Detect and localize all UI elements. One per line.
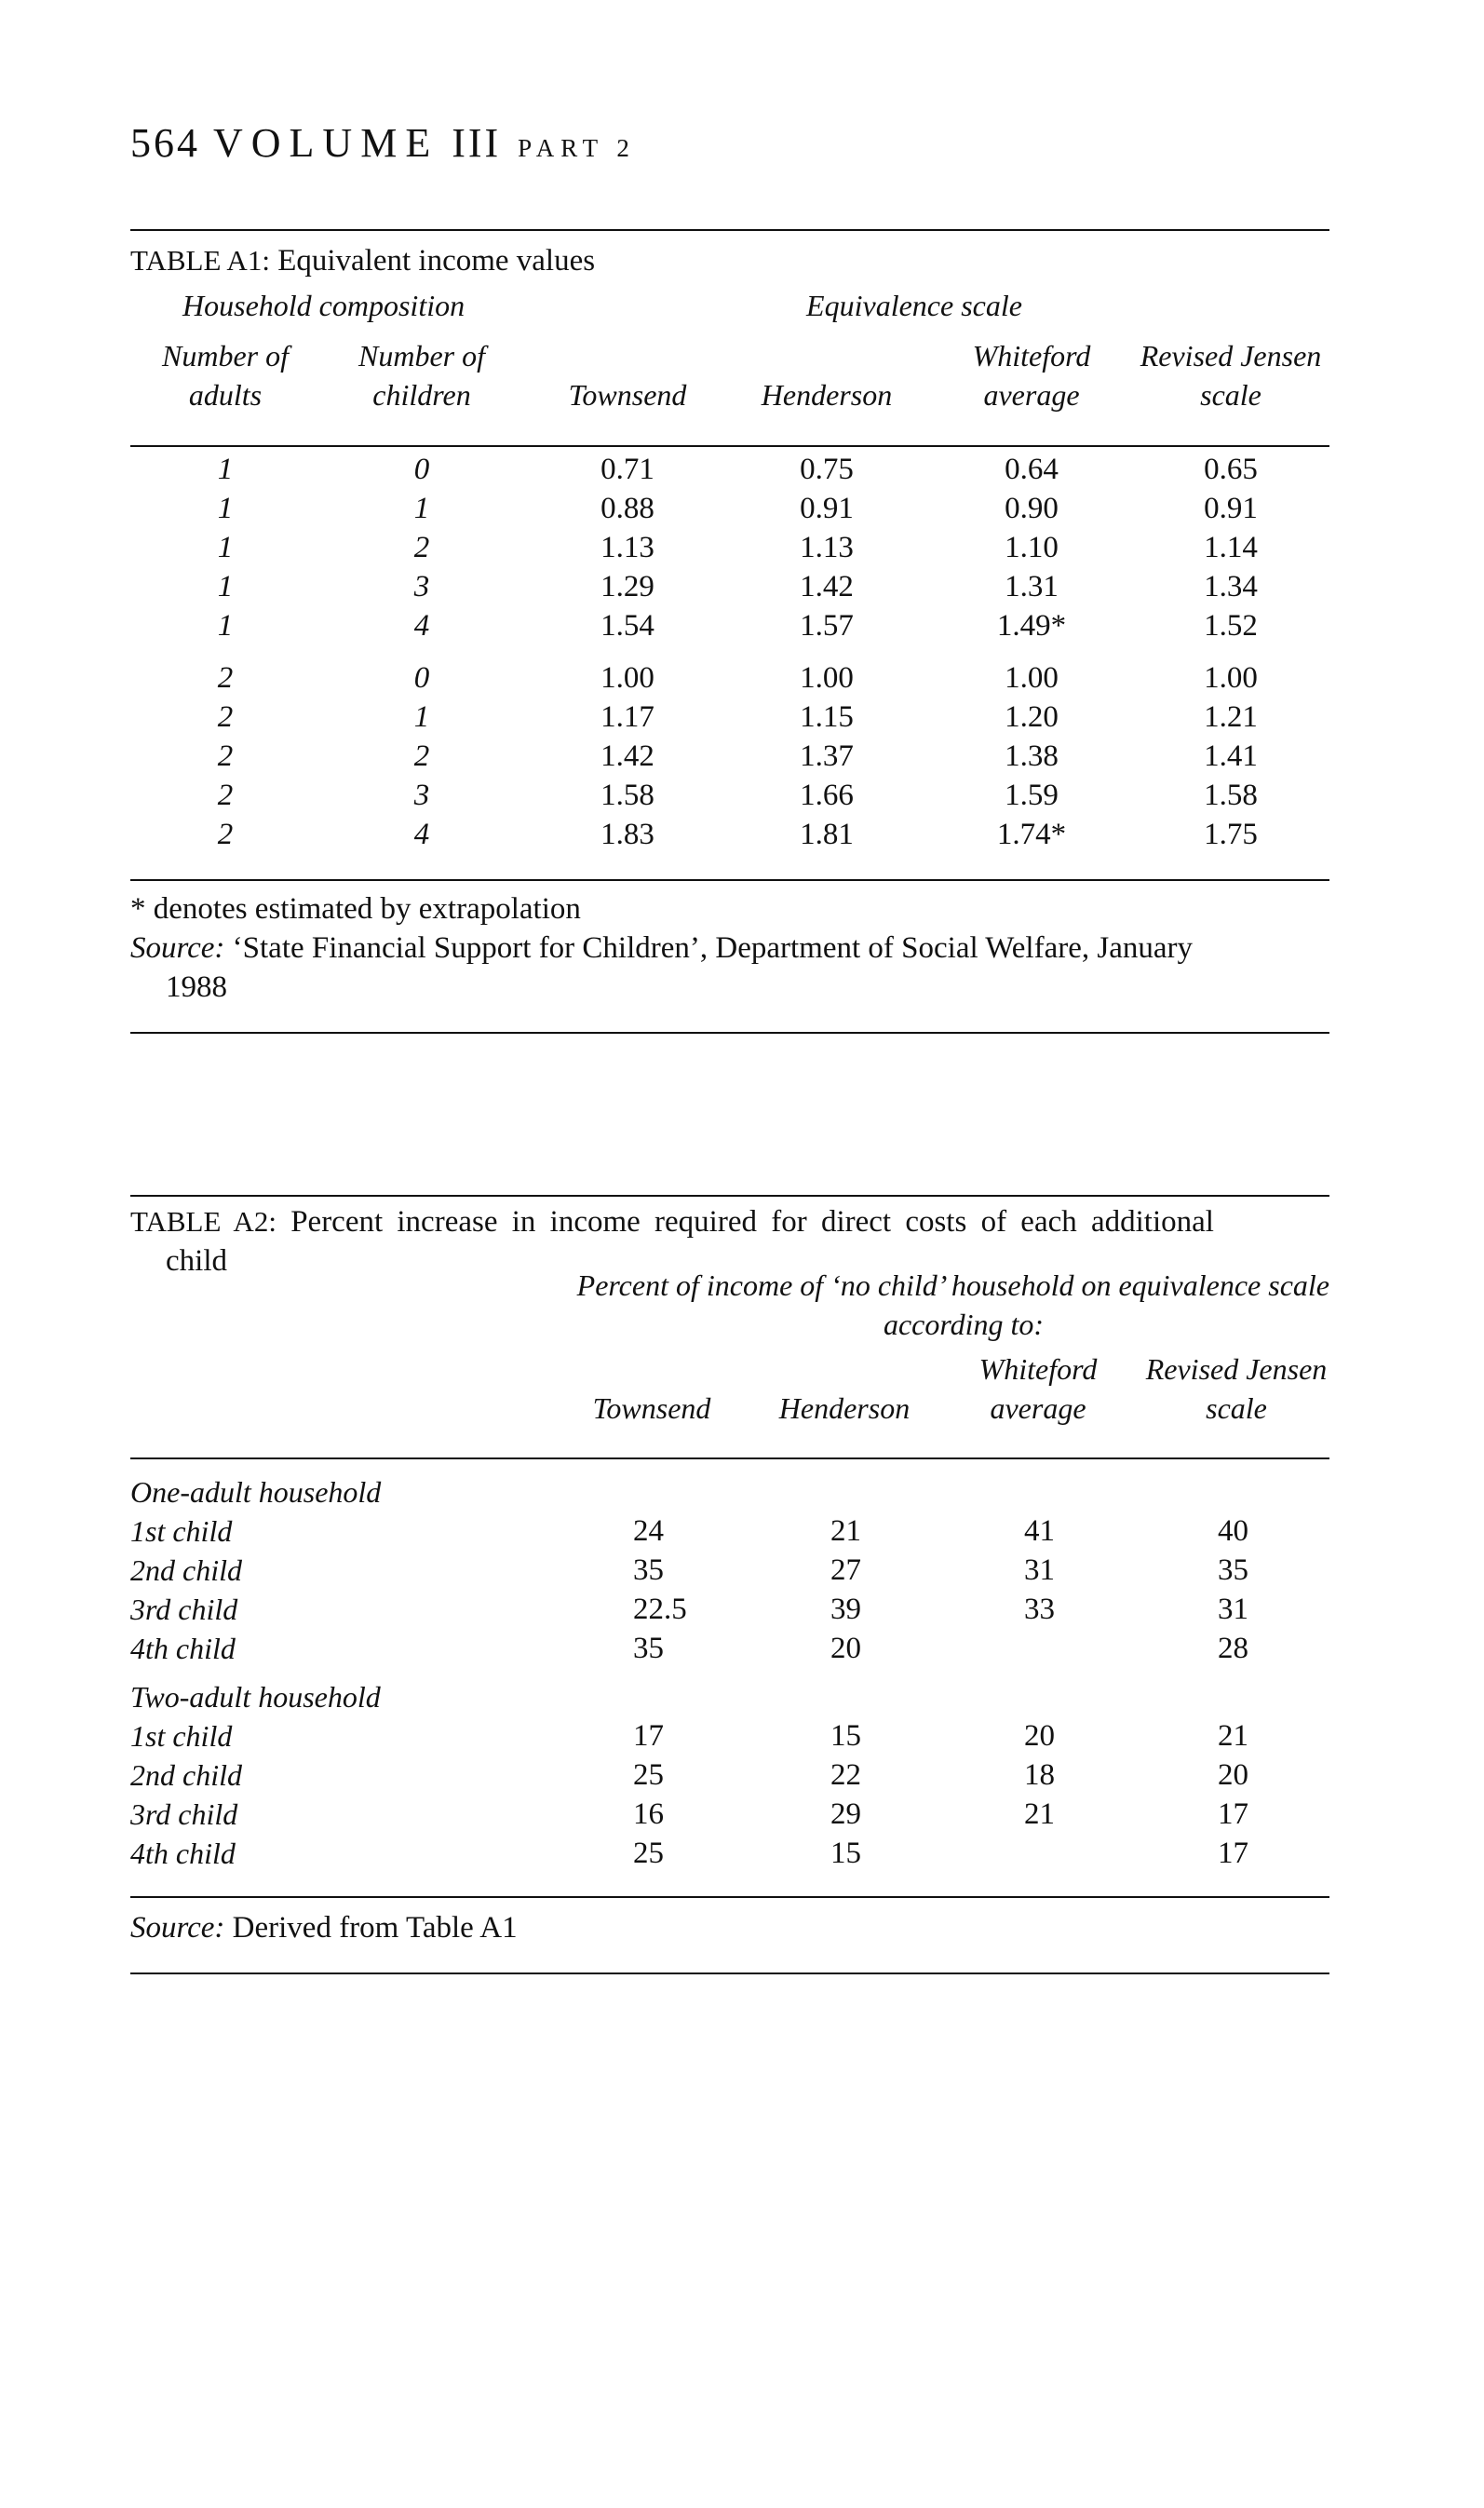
a2-cell-whiteford: 33 bbox=[1024, 1593, 1055, 1626]
a1-cell-jensen: 1.52 bbox=[1204, 609, 1258, 643]
a1-cell-whiteford: 1.38 bbox=[1005, 739, 1059, 773]
a2-cell-townsend: 25 bbox=[633, 1758, 664, 1792]
table-a1-top-rule bbox=[130, 229, 1329, 231]
a1-cell-jensen: 1.21 bbox=[1204, 700, 1258, 734]
a1-cell-whiteford: 1.20 bbox=[1005, 700, 1059, 734]
table-a1-footnote: * denotes estimated by extrapolation bbox=[130, 892, 581, 926]
a1-cell-jensen: 1.58 bbox=[1204, 779, 1258, 812]
a1-cell-children: 3 bbox=[413, 570, 430, 603]
a2-col-header-jensen-2: scale bbox=[1206, 1391, 1267, 1425]
a2-row-label: 2nd child bbox=[130, 1758, 242, 1792]
a2-col-header-whiteford-1: Whiteford bbox=[978, 1352, 1098, 1386]
a1-cell-henderson: 1.00 bbox=[800, 661, 854, 695]
a2-cell-jensen: 40 bbox=[1218, 1514, 1248, 1548]
table-a2-notes-rule bbox=[130, 1973, 1329, 1974]
a2-cell-jensen: 35 bbox=[1218, 1553, 1248, 1587]
a1-cell-jensen: 1.41 bbox=[1204, 739, 1258, 773]
table-a2-top-rule bbox=[130, 1195, 1329, 1197]
a1-cell-children: 0 bbox=[413, 453, 430, 486]
a2-row-label: 4th child bbox=[130, 1632, 236, 1665]
a1-cell-henderson: 1.81 bbox=[800, 818, 854, 851]
a1-cell-children: 2 bbox=[413, 739, 430, 773]
page-header bbox=[130, 119, 636, 167]
a2-col-header-whiteford-2: average bbox=[990, 1391, 1086, 1425]
a2-cell-jensen: 21 bbox=[1218, 1719, 1248, 1753]
a1-cell-townsend: 1.00 bbox=[600, 661, 654, 695]
group-header-according: according to: bbox=[883, 1308, 1045, 1341]
a2-cell-henderson: 39 bbox=[830, 1593, 861, 1626]
a1-cell-henderson: 1.13 bbox=[800, 531, 854, 564]
a1-cell-adults: 2 bbox=[217, 661, 234, 695]
a2-cell-townsend: 35 bbox=[633, 1553, 664, 1587]
a1-cell-whiteford: 0.90 bbox=[1005, 492, 1059, 525]
a2-cell-whiteford: 41 bbox=[1024, 1514, 1055, 1548]
a2-cell-jensen: 31 bbox=[1218, 1593, 1248, 1626]
volume-label: VOLUME bbox=[213, 120, 439, 166]
table-a1-title-text: Equivalent income values bbox=[277, 244, 596, 278]
group-header-scale: Equivalence scale bbox=[806, 289, 1022, 322]
table-a2-source bbox=[130, 1911, 518, 1945]
a2-row-label: 2nd child bbox=[130, 1553, 242, 1587]
a1-cell-adults: 2 bbox=[217, 700, 234, 734]
a1-cell-children: 2 bbox=[413, 531, 430, 564]
col-header-whiteford-1: Whiteford bbox=[972, 339, 1091, 373]
col-header-jensen-1: Revised Jensen bbox=[1140, 339, 1322, 373]
section-one-adult: One-adult household bbox=[130, 1475, 382, 1509]
table-a1-source-text: ‘State Financial Support for Children’, Department of Social Welfare, January bbox=[232, 931, 1194, 965]
table-a1-source-label: Source: bbox=[130, 931, 225, 965]
table-a1-bottom-rule bbox=[130, 879, 1329, 881]
table-a2-title-line1: Percent increase in income required for direct costs of each additional bbox=[290, 1205, 1214, 1239]
table-a2-title-line2: child bbox=[166, 1244, 227, 1278]
a1-cell-adults: 1 bbox=[217, 531, 234, 564]
a2-row-label: 3rd child bbox=[130, 1593, 238, 1626]
a1-cell-whiteford: 1.49* bbox=[996, 609, 1067, 643]
a2-cell-jensen: 17 bbox=[1218, 1797, 1248, 1831]
a1-cell-adults: 1 bbox=[217, 570, 234, 603]
table-a1-label: TABLE A1: bbox=[130, 244, 270, 277]
col-header-whiteford-2: average bbox=[983, 378, 1080, 412]
page-number: 564 bbox=[130, 120, 200, 166]
col-header-townsend: Townsend bbox=[568, 378, 687, 412]
col-header-adults-2: adults bbox=[188, 378, 263, 412]
a2-cell-jensen: 20 bbox=[1218, 1758, 1248, 1792]
a2-cell-townsend: 16 bbox=[633, 1797, 664, 1831]
a1-cell-children: 4 bbox=[413, 818, 430, 851]
table-a2-bottom-rule bbox=[130, 1896, 1329, 1898]
a1-cell-henderson: 1.57 bbox=[800, 609, 854, 643]
a1-cell-jensen: 1.00 bbox=[1204, 661, 1258, 695]
a1-cell-children: 1 bbox=[413, 492, 430, 525]
a1-cell-townsend: 1.29 bbox=[600, 570, 654, 603]
a1-cell-adults: 1 bbox=[217, 492, 234, 525]
table-a1-source bbox=[130, 931, 1193, 966]
a1-cell-henderson: 1.15 bbox=[800, 700, 854, 734]
a1-cell-jensen: 0.91 bbox=[1204, 492, 1258, 525]
a2-cell-whiteford: 31 bbox=[1024, 1553, 1055, 1587]
a1-cell-henderson: 1.66 bbox=[800, 779, 854, 812]
group-header-household: Household composition bbox=[182, 289, 465, 322]
a2-cell-henderson: 29 bbox=[830, 1797, 861, 1831]
a2-col-header-jensen-1: Revised Jensen bbox=[1145, 1352, 1328, 1386]
col-header-children-1: Number of bbox=[358, 339, 485, 373]
a2-row-label: 4th child bbox=[130, 1837, 236, 1870]
a2-col-header-townsend: Townsend bbox=[592, 1391, 711, 1425]
a2-cell-townsend: 25 bbox=[633, 1837, 664, 1870]
a1-cell-adults: 1 bbox=[217, 609, 234, 643]
a1-cell-townsend: 1.17 bbox=[600, 700, 654, 734]
a2-cell-whiteford: 21 bbox=[1024, 1797, 1055, 1831]
a2-col-header-henderson: Henderson bbox=[778, 1391, 911, 1425]
table-a1-title bbox=[130, 244, 595, 278]
a1-cell-whiteford: 1.59 bbox=[1005, 779, 1059, 812]
a2-row-label: 1st child bbox=[130, 1514, 233, 1548]
section-two-adult: Two-adult household bbox=[130, 1680, 381, 1714]
col-header-jensen-2: scale bbox=[1200, 378, 1261, 412]
a1-cell-adults: 2 bbox=[217, 779, 234, 812]
a2-cell-townsend: 35 bbox=[633, 1632, 664, 1665]
a1-cell-adults: 1 bbox=[217, 453, 234, 486]
a1-cell-jensen: 1.14 bbox=[1204, 531, 1258, 564]
a1-cell-whiteford: 1.10 bbox=[1005, 531, 1059, 564]
a2-cell-henderson: 20 bbox=[830, 1632, 861, 1665]
table-a2-title bbox=[130, 1205, 1214, 1240]
table-a2-label: TABLE A2: bbox=[130, 1205, 277, 1238]
volume-roman: III bbox=[452, 120, 502, 166]
a2-cell-whiteford: 18 bbox=[1024, 1758, 1055, 1792]
a1-cell-henderson: 0.91 bbox=[800, 492, 854, 525]
a1-cell-children: 1 bbox=[413, 700, 430, 734]
col-header-henderson: Henderson bbox=[761, 378, 893, 412]
a1-cell-children: 0 bbox=[413, 661, 430, 695]
a2-cell-jensen: 28 bbox=[1218, 1632, 1248, 1665]
a1-cell-children: 4 bbox=[413, 609, 430, 643]
a1-cell-townsend: 0.88 bbox=[600, 492, 654, 525]
table-a1-notes-rule bbox=[130, 1032, 1329, 1034]
a1-cell-whiteford: 1.74* bbox=[996, 818, 1067, 851]
a1-cell-jensen: 0.65 bbox=[1204, 453, 1258, 486]
a2-row-label: 3rd child bbox=[130, 1797, 238, 1831]
table-a2-source-label: Source: bbox=[130, 1911, 225, 1945]
table-a1-header-rule bbox=[130, 445, 1329, 447]
a1-cell-whiteford: 1.31 bbox=[1005, 570, 1059, 603]
a2-cell-henderson: 27 bbox=[830, 1553, 861, 1587]
table-a1-source-year: 1988 bbox=[166, 970, 227, 1004]
a2-cell-whiteford: 20 bbox=[1024, 1719, 1055, 1753]
a1-cell-whiteford: 1.00 bbox=[1005, 661, 1059, 695]
a1-cell-adults: 2 bbox=[217, 818, 234, 851]
a1-cell-townsend: 1.13 bbox=[600, 531, 654, 564]
a1-cell-henderson: 1.37 bbox=[800, 739, 854, 773]
a1-cell-townsend: 1.42 bbox=[600, 739, 654, 773]
a2-cell-henderson: 21 bbox=[830, 1514, 861, 1548]
a1-cell-townsend: 1.54 bbox=[600, 609, 654, 643]
a1-cell-jensen: 1.75 bbox=[1204, 818, 1258, 851]
group-header-percent: Percent of income of ‘no child’ household on equivalence scale bbox=[576, 1268, 1329, 1302]
a2-cell-henderson: 15 bbox=[830, 1719, 861, 1753]
a1-cell-henderson: 0.75 bbox=[800, 453, 854, 486]
a2-cell-jensen: 17 bbox=[1218, 1837, 1248, 1870]
a1-cell-whiteford: 0.64 bbox=[1005, 453, 1059, 486]
part-label: PART 2 bbox=[518, 134, 636, 162]
a1-cell-henderson: 1.42 bbox=[800, 570, 854, 603]
a2-cell-henderson: 22 bbox=[830, 1758, 861, 1792]
a2-cell-townsend: 24 bbox=[633, 1514, 664, 1548]
a1-cell-townsend: 0.71 bbox=[600, 453, 654, 486]
a1-cell-children: 3 bbox=[413, 779, 430, 812]
a1-cell-townsend: 1.58 bbox=[600, 779, 654, 812]
a1-cell-adults: 2 bbox=[217, 739, 234, 773]
a2-cell-townsend: 17 bbox=[633, 1719, 664, 1753]
a2-cell-henderson: 15 bbox=[830, 1837, 861, 1870]
col-header-children-2: children bbox=[372, 378, 471, 412]
a1-cell-townsend: 1.83 bbox=[600, 818, 654, 851]
a1-cell-jensen: 1.34 bbox=[1204, 570, 1258, 603]
a2-cell-townsend: 22.5 bbox=[633, 1593, 687, 1626]
table-a2-header-rule bbox=[130, 1457, 1329, 1459]
col-header-adults-1: Number of bbox=[162, 339, 289, 373]
a2-row-label: 1st child bbox=[130, 1719, 233, 1753]
table-a2-source-text: Derived from Table A1 bbox=[232, 1911, 518, 1945]
